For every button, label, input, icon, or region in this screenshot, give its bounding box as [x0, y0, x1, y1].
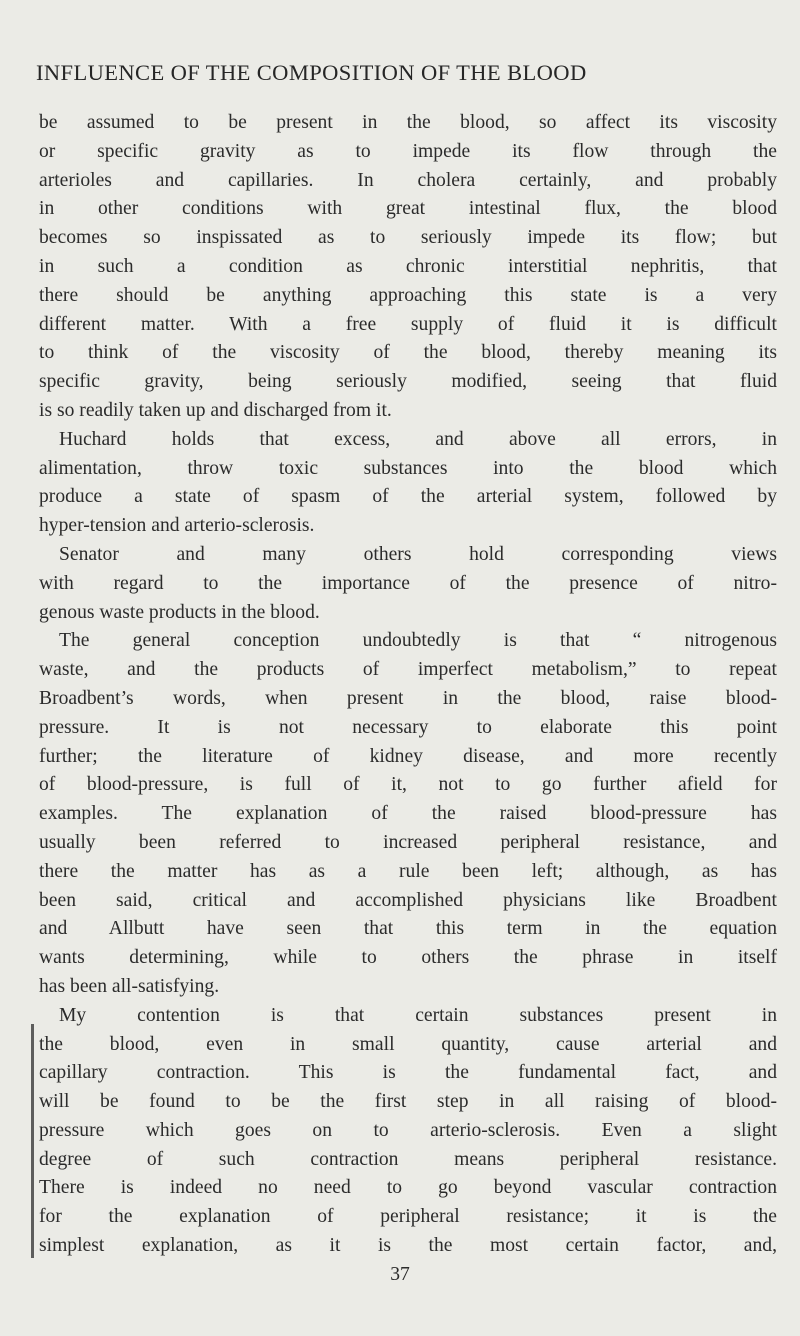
text-line: there the matter has as a rule been left; although, as has: [39, 860, 777, 882]
text-line: wants determining, while to others the phrase in itself: [39, 947, 777, 969]
text-line: with regard to the importance of the presence of nitro-: [39, 572, 777, 594]
text-line: different matter. With a free supply of fluid it is difficult: [39, 313, 777, 335]
text-line: capillary contraction. This is the fundamental fact, and: [39, 1062, 777, 1084]
text-line: the blood, even in small quantity, cause arterial and: [39, 1033, 777, 1055]
text-line: degree of such contraction means peripheral resistance.: [39, 1148, 777, 1170]
text-line: and Allbutt have seen that this term in the equation: [39, 918, 777, 940]
text-line: alimentation, throw toxic substances into the blood which: [39, 457, 777, 479]
text-line: produce a state of spasm of the arterial system, followed by: [39, 486, 777, 508]
text-line: arterioles and capillaries. In cholera certainly, and probably: [39, 169, 777, 191]
text-line: becomes so inspissated as to seriously impede its flow; but: [39, 227, 777, 249]
text-line: pressure. It is not necessary to elaborate this point: [39, 716, 777, 738]
text-line: usually been referred to increased peripheral resistance, and: [39, 831, 777, 853]
text-line: is so readily taken up and discharged from it.: [39, 399, 392, 421]
text-line: for the explanation of peripheral resistance; it is the: [39, 1206, 777, 1228]
text-line: there should be anything approaching this state is a very: [39, 284, 777, 306]
text-line: My contention is that certain substances present in: [59, 1004, 777, 1026]
text-line: in other conditions with great intestinal flux, the blood: [39, 198, 777, 220]
margin-annotation-line: [31, 1024, 34, 1258]
text-line: has been all-satisfying.: [39, 975, 220, 997]
text-line: specific gravity, being seriously modified, seeing that fluid: [39, 371, 777, 393]
text-line: or specific gravity as to impede its flow through the: [39, 140, 777, 162]
text-line: be assumed to be present in the blood, so affect its viscosity: [39, 112, 777, 133]
body-text: [39, 109, 777, 1261]
text-line: will be found to be the first step in all raising of blood-: [39, 1091, 777, 1113]
text-line: of blood-pressure, is full of it, not to go further afield for: [39, 774, 777, 796]
page-number: 37: [390, 1264, 410, 1285]
text-line: in such a condition as chronic interstitial nephritis, that: [39, 255, 777, 277]
text-line: been said, critical and accomplished physicians like Broadbent: [39, 889, 777, 911]
running-title: INFLUENCE OF THE COMPOSITION OF THE BLOOD: [36, 60, 587, 85]
text-line: further; the literature of kidney disease, and more recently: [39, 745, 777, 767]
text-line: waste, and the products of imperfect metabolism,” to repeat: [39, 659, 777, 681]
text-line: genous waste products in the blood.: [39, 601, 320, 623]
text-line: examples. The explanation of the raised blood-pressure has: [39, 803, 777, 825]
text-line: Broadbent’s words, when present in the blood, raise blood-: [39, 687, 777, 709]
text-line: hyper-tension and arterio-sclerosis.: [39, 515, 315, 537]
text-line: Senator and many others hold corresponding views: [59, 543, 777, 565]
text-line: Huchard holds that excess, and above all errors, in: [59, 428, 777, 450]
text-line: There is indeed no need to go beyond vascular contraction: [39, 1177, 777, 1199]
text-line: The general conception undoubtedly is that “ nitrogenous: [59, 630, 777, 652]
text-line: pressure which goes on to arterio-sclerosis. Even a slight: [39, 1119, 777, 1141]
text-line: to think of the viscosity of the blood, thereby meaning its: [39, 342, 777, 364]
text-line: simplest explanation, as it is the most certain factor, and,: [39, 1235, 777, 1257]
